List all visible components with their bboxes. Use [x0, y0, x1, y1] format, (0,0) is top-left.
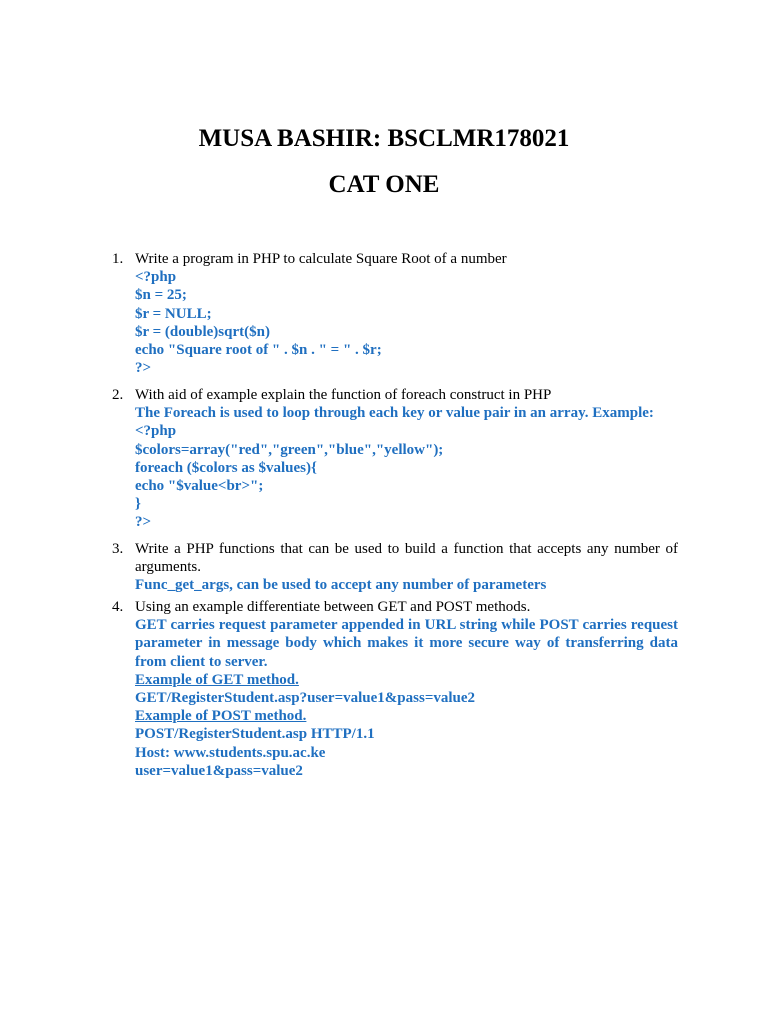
answer-paragraph: GET carries request parameter appended in URL string while POST carries request parameter in message body which makes it more secure way of transferring data from client to server.	[135, 617, 678, 670]
question-1	[112, 250, 678, 377]
answer-line: ?>	[135, 360, 152, 377]
post-example-heading: Example of POST method.	[135, 708, 307, 725]
answer-text	[135, 616, 678, 780]
answer-line: foreach ($colors as $values){	[135, 459, 317, 476]
answer-line: $colors=array("red","green","blue","yellow");	[135, 441, 444, 458]
get-example-line: GET/RegisterStudent.asp?user=value1&pass=value2	[135, 690, 476, 707]
post-example-line: POST/RegisterStudent.asp HTTP/1.1	[135, 726, 375, 743]
question-text: Using an example differentiate between GET and POST methods.	[135, 599, 531, 615]
answer-code	[135, 404, 678, 531]
question-text: Write a PHP functions that can be used to build a function that accepts any number of arguments.	[135, 541, 678, 576]
answer-line: $n = 25;	[135, 287, 187, 304]
answer-line: }	[135, 496, 141, 513]
question-number: 1.	[112, 251, 124, 267]
document-subtitle: CAT ONE	[328, 171, 440, 198]
question-4	[112, 598, 678, 780]
question-3	[112, 540, 678, 595]
question-text: Write a program in PHP to calculate Square Root of a number	[135, 251, 507, 267]
author-title: MUSA BASHIR: BSCLMR178021	[198, 125, 570, 152]
answer-text	[135, 576, 678, 594]
answer-line: Func_get_args, can be used to accept any number of parameters	[135, 577, 547, 594]
question-text: With aid of example explain the function of foreach construct in PHP	[135, 387, 552, 403]
post-example-line: Host: www.students.spu.ac.ke	[135, 744, 326, 761]
answer-line: The Foreach is used to loop through each key or value pair in an array. Example:	[135, 405, 654, 422]
answer-code	[135, 268, 678, 377]
question-number: 3.	[112, 541, 124, 557]
question-number: 2.	[112, 387, 124, 403]
question-number: 4.	[112, 599, 124, 615]
question-2	[112, 386, 678, 532]
answer-line: echo "$value<br>";	[135, 478, 264, 495]
answer-line: $r = (double)sqrt($n)	[135, 323, 270, 340]
answer-line: <?php	[135, 423, 177, 440]
answer-line: $r = NULL;	[135, 305, 212, 322]
answer-line: <?php	[135, 269, 177, 286]
post-example-line: user=value1&pass=value2	[135, 762, 303, 779]
answer-line: echo "Square root of " . $n . " = " . $r;	[135, 342, 382, 359]
get-example-heading: Example of GET method.	[135, 671, 299, 688]
answer-line: ?>	[135, 514, 152, 531]
